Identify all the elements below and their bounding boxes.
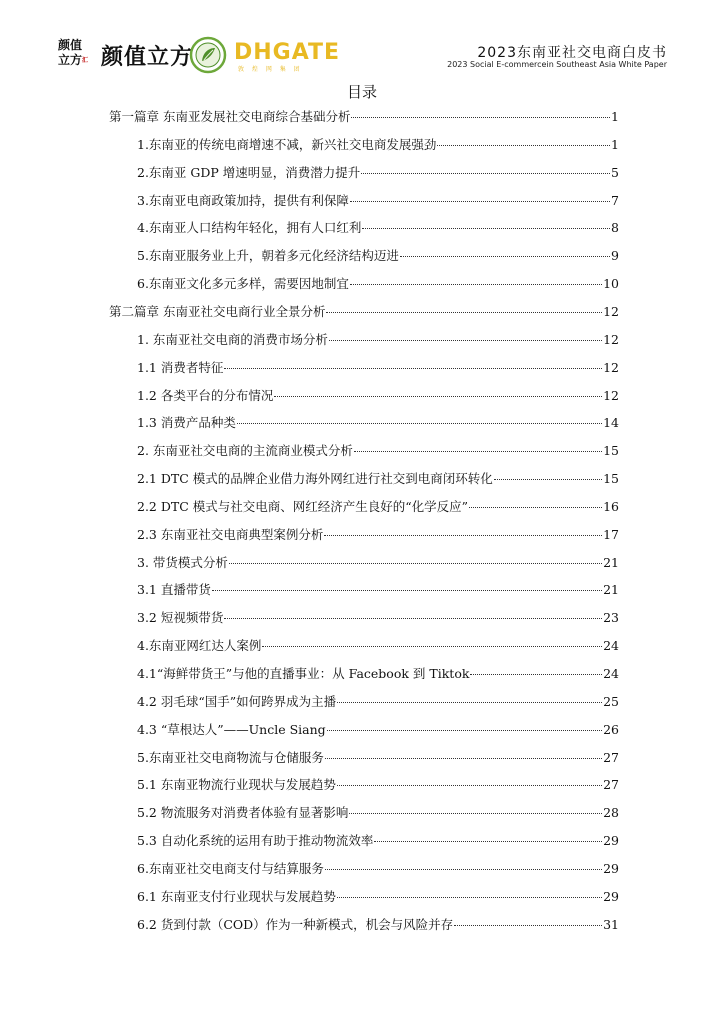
toc-entry-label: 2. 东南亚社交电商的主流商业模式分析: [137, 443, 353, 459]
toc-entry[interactable]: [137, 831, 619, 851]
toc-entry-page: 25: [603, 693, 619, 709]
toc-entry-page: 24: [603, 638, 619, 654]
toc-entry[interactable]: [137, 358, 619, 378]
logo-small-sup: 汇: [82, 57, 89, 64]
toc-entry-page: 1: [611, 136, 619, 152]
yanzhi-small-logo: [58, 38, 98, 72]
toc-entry[interactable]: [137, 525, 619, 545]
toc-entry[interactable]: [137, 803, 619, 823]
toc-entry-label: 4.1“海鲜带货王”与他的直播事业：从 Facebook 到 Tiktok: [137, 666, 470, 681]
toc-leader-dots: [337, 784, 602, 786]
toc-entry-label: 5.1 东南亚物流行业现状与发展趋势: [137, 777, 336, 793]
toc-entry[interactable]: [137, 191, 619, 211]
toc-entry-label: 4.东南亚人口结构年轻化，拥有人口红利: [137, 220, 362, 236]
toc-entry[interactable]: [109, 302, 619, 322]
toc-leader-dots: [224, 367, 602, 369]
toc-entry[interactable]: [137, 720, 619, 740]
toc-title: 目录: [346, 83, 377, 101]
toc-entry[interactable]: [137, 775, 619, 795]
toc-entry[interactable]: [137, 246, 619, 266]
toc-entry-label: 6.东南亚社交电商支付与结算服务: [137, 860, 324, 876]
toc-leader-dots: [350, 283, 602, 285]
toc-entry[interactable]: [137, 915, 619, 935]
toc-entry-page: 23: [603, 610, 619, 626]
toc-entry-page: 16: [603, 498, 619, 514]
report-subtitle: 2023 Social E-commercein Southeast Asia White Paper: [447, 60, 667, 69]
toc-leader-dots: [324, 534, 602, 536]
toc-entry-label: 2.1 DTC 模式的品牌企业借力海外网红进行社交到电商闭环转化: [137, 471, 493, 487]
toc-leader-dots: [351, 116, 610, 118]
toc-entry[interactable]: [137, 469, 619, 489]
toc-entry-label: 6.2 货到付款（COD）作为一种新模式，机会与风险并存: [137, 916, 454, 932]
toc-leader-dots: [337, 701, 602, 703]
dhgate-logo: DHGATE: [234, 40, 341, 65]
toc-entry-page: 29: [603, 860, 619, 876]
toc-entry-label: 5.2 物流服务对消费者体验有显著影响: [137, 805, 349, 821]
toc-leader-dots: [337, 896, 602, 898]
toc-leader-dots: [326, 311, 602, 313]
toc-leader-dots: [469, 506, 602, 508]
toc-entry-page: 21: [603, 582, 619, 598]
toc-entry[interactable]: [137, 580, 619, 600]
logo-small-line-2: 立方: [58, 53, 83, 67]
toc-entry[interactable]: [137, 553, 619, 573]
toc-leader-dots: [229, 562, 602, 564]
toc-leader-dots: [237, 422, 602, 424]
dhgate-logo-subtitle: 敦 煌 网 集 团: [238, 66, 303, 73]
toc-entry-label: 5.3 自动化系统的运用有助于推动物流效率: [137, 833, 374, 849]
toc-entry-label: 1.3 消费产品种类: [137, 415, 236, 431]
toc-entry-label: 2.2 DTC 模式与社交电商、网红经济产生良好的“化学反应”: [137, 498, 469, 514]
toc-entry-page: 12: [603, 387, 619, 403]
toc-entry-page: 28: [603, 805, 619, 821]
toc-entry-label: 3. 带货模式分析: [137, 554, 228, 570]
toc-entry[interactable]: [137, 441, 619, 461]
toc-entry-label: 1. 东南亚社交电商的消费市场分析: [137, 331, 328, 347]
toc-entry-label: 6.1 东南亚支付行业现状与发展趋势: [137, 888, 336, 904]
toc-entry-page: 5: [611, 164, 619, 180]
toc-entry-page: 10: [603, 276, 619, 292]
toc-entry-page: 27: [603, 749, 619, 765]
toc-entry-page: 21: [603, 554, 619, 570]
toc-entry-page: 31: [603, 916, 619, 932]
toc-leader-dots: [325, 868, 602, 870]
toc-entry[interactable]: [137, 135, 619, 155]
toc-leader-dots: [362, 227, 610, 229]
toc-entry-label: 3.东南亚电商政策加持，提供有利保障: [137, 192, 349, 208]
toc-entry[interactable]: [137, 692, 619, 712]
toc-entry-label: 4.3 “草根达人”——Uncle Siang: [137, 721, 326, 737]
toc-entry-page: 12: [603, 359, 619, 375]
toc-leader-dots: [374, 840, 602, 842]
toc-entry-page: 26: [603, 721, 619, 737]
toc-entry[interactable]: [137, 218, 619, 238]
toc-entry-label: 1.1 消费者特征: [137, 359, 224, 375]
toc-entry[interactable]: [137, 636, 619, 656]
report-title: 2023东南亚社交电商白皮书: [477, 45, 667, 61]
toc-entry-page: 12: [603, 303, 619, 319]
toc-entry-page: 8: [611, 220, 619, 236]
toc-entry[interactable]: [137, 748, 619, 768]
toc-leader-dots: [262, 645, 602, 647]
toc-entry-page: 29: [603, 888, 619, 904]
toc-leader-dots: [400, 255, 610, 257]
toc-entry-page: 1: [611, 109, 619, 124]
toc-entry[interactable]: [137, 163, 619, 183]
toc-entry-page: 29: [603, 833, 619, 849]
toc-entry-label: 3.2 短视频带货: [137, 610, 224, 626]
toc-leader-dots: [354, 450, 602, 452]
page-header: [0, 0, 724, 84]
toc-entry[interactable]: [137, 887, 619, 907]
toc-entry-label: 2.3 东南亚社交电商典型案例分析: [137, 526, 324, 542]
toc-entry-page: 12: [603, 331, 619, 347]
toc-entry[interactable]: [137, 497, 619, 517]
toc-entry-label: 1.东南亚的传统电商增速不减，新兴社交电商发展强劲: [137, 136, 437, 152]
toc-entry-label: 4.东南亚网红达人案例: [137, 638, 262, 654]
toc-leader-dots: [325, 757, 602, 759]
toc-leader-dots: [274, 395, 602, 397]
toc-entry[interactable]: [137, 608, 619, 628]
toc-entry[interactable]: [137, 274, 619, 294]
toc-entry-label: 5.东南亚社交电商物流与仓储服务: [137, 749, 324, 765]
toc-leader-dots: [454, 924, 602, 926]
toc-leader-dots: [327, 729, 602, 731]
toc-leader-dots: [494, 478, 602, 480]
toc-entry[interactable]: [137, 330, 619, 350]
toc-entry[interactable]: [137, 859, 619, 879]
toc-entry-page: 7: [611, 192, 619, 208]
toc-leader-dots: [329, 339, 602, 341]
logo-small-line-1: 颜值: [58, 38, 83, 52]
toc-entry-label: 第一篇章 东南亚发展社交电商综合基础分析: [109, 109, 351, 124]
toc-entry-label: 第二篇章 东南亚社交电商行业全景分析: [109, 303, 326, 319]
toc-entry-page: 15: [603, 471, 619, 487]
toc-entry[interactable]: [137, 386, 619, 406]
toc-leader-dots: [224, 617, 602, 619]
toc-leader-dots: [212, 589, 602, 591]
toc-entry-label: 2.东南亚 GDP 增速明显，消费潜力提升: [137, 164, 361, 180]
toc-entry-page: 9: [611, 248, 619, 264]
toc-entry[interactable]: [137, 664, 619, 684]
toc-entry-label: 5.东南亚服务业上升，朝着多元化经济结构迈进: [137, 248, 399, 264]
toc-entry-label: 4.2 羽毛球“国手”如何跨界成为主播: [137, 693, 337, 709]
toc-entry[interactable]: [109, 107, 619, 127]
toc-leader-dots: [361, 172, 610, 174]
toc-entry-page: 15: [603, 443, 619, 459]
toc-entry-page: 14: [603, 415, 619, 431]
toc-entry-page: 24: [603, 666, 619, 681]
toc-leader-dots: [470, 673, 602, 675]
toc-entry-label: 3.1 直播带货: [137, 582, 211, 598]
toc-entry-label: 6.东南亚文化多元多样，需要因地制宜: [137, 276, 349, 292]
toc-entry-page: 27: [603, 777, 619, 793]
yanzhi-brand-logo: 颜值立方: [101, 45, 194, 70]
toc-entry[interactable]: [137, 413, 619, 433]
toc-leader-dots: [350, 200, 610, 202]
toc-entry-page: 17: [603, 526, 619, 542]
toc-entry-label: 1.2 各类平台的分布情况: [137, 387, 274, 403]
toc-leader-dots: [437, 144, 610, 146]
toc-leader-dots: [349, 812, 602, 814]
dhgate-emblem-icon: [189, 36, 227, 74]
